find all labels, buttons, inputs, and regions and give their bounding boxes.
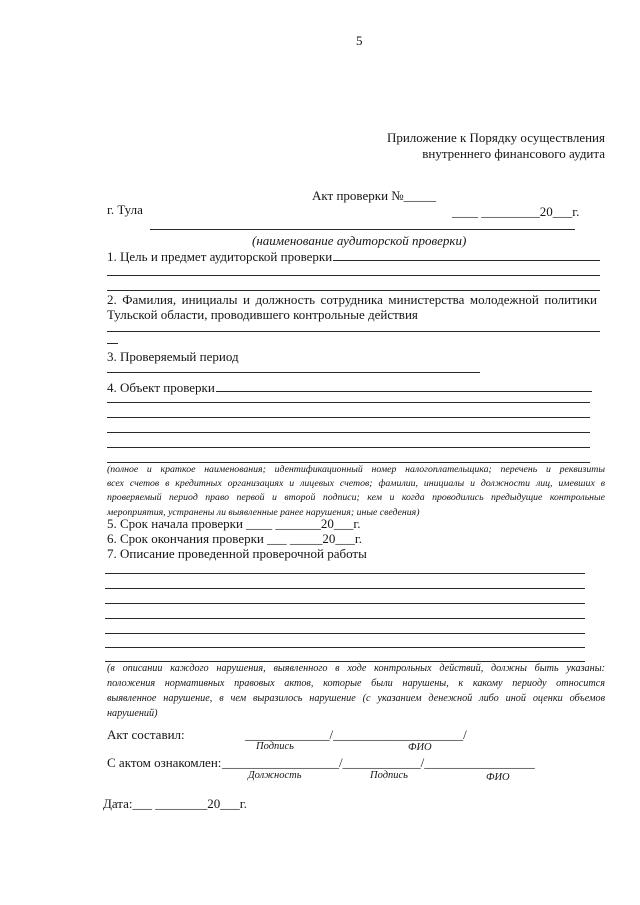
section-2-line-1: 2. Фамилия, инициалы и должность сотрудника министерства молодежной политики: [107, 292, 597, 307]
object-note-line: мероприятия, устранены ли выявленные ранее нарушения; иные сведения): [107, 506, 420, 518]
rule-line: [107, 417, 590, 418]
rule-line: [105, 618, 585, 619]
audit-name-line: [150, 229, 575, 230]
rule-line: [105, 647, 585, 648]
rule-line: [105, 588, 585, 589]
compiled-signature-caption: Подпись: [256, 741, 294, 752]
rule-line: [105, 573, 585, 574]
compiled-by-blanks: _____________/____________________/: [245, 727, 467, 742]
rule-line: [107, 402, 590, 403]
acquainted-blanks: __________________/____________/_________________: [222, 755, 535, 770]
violations-note-line: нарушений): [107, 708, 158, 719]
rule-line: [105, 633, 585, 634]
section-6: 6. Срок окончания проверки ___ _____20___г.: [107, 531, 362, 546]
city: г. Тула: [107, 202, 143, 217]
appendix-line-1: Приложение к Порядку осуществления: [386, 130, 605, 145]
object-note: [107, 463, 605, 520]
section-3-label: 3. Проверяемый период: [107, 349, 239, 364]
section-2-line-2: Тульской области, проводившего контрольные действия: [107, 307, 418, 322]
acquainted-name-caption: ФИО: [486, 772, 510, 783]
rule-line: [107, 343, 118, 344]
audit-name-caption: (наименование аудиторской проверки): [252, 233, 467, 248]
rule-line: [107, 447, 590, 448]
rule-line: [107, 331, 600, 332]
date-blank: ____ _________20___г.: [452, 204, 580, 219]
rule-line: [107, 372, 480, 373]
section-4-blank: [216, 380, 592, 392]
section-7-label: 7. Описание проведенной проверочной работы: [107, 546, 367, 561]
compiled-name-caption: ФИО: [408, 742, 432, 753]
rule-line: [107, 290, 600, 291]
appendix-line-2: внутреннего финансового аудита: [422, 146, 605, 161]
section-1-blank: [333, 249, 600, 261]
object-note-line: (полное и краткое наименования; идентификационный номер налогоплательщика; перечень и реквизиты: [107, 464, 605, 475]
violations-note-line: (в описании каждого нарушения, выявленного в ходе контрольных действий, должны быть указаны:: [107, 663, 605, 674]
act-title: Акт проверки №_____: [312, 188, 437, 203]
violations-note-line: положения нормативных правовых актов, которые были нарушены, к какому периоду относится: [107, 678, 605, 689]
object-note-line: всех счетов в кредитных организациях и лицевых счетов; фамилии, инициалы и должности лиц, имевших в: [107, 478, 605, 490]
section-1-label: 1. Цель и предмет аудиторской проверки: [107, 249, 333, 264]
violations-note: [107, 661, 605, 721]
rule-line: [107, 275, 600, 276]
date-line: Дата:___ ________20___г.: [103, 796, 247, 811]
section-4-label: 4. Объект проверки: [107, 380, 215, 395]
violations-note-line: выявленное нарушение, в чем выразилось нарушение (с указанием денежной либо иной оценки объемов: [107, 693, 605, 704]
acquainted-position-caption: Должность: [248, 770, 302, 781]
page-number: 5: [356, 33, 363, 48]
section-4: [107, 380, 592, 395]
rule-line: [105, 603, 585, 604]
acquainted-signature-caption: Подпись: [370, 770, 408, 781]
acquainted-label: С актом ознакомлен:: [107, 755, 222, 770]
section-5: 5. Срок начала проверки ____ _______20___г.: [107, 516, 361, 531]
rule-line: [107, 432, 590, 433]
section-1: [107, 249, 600, 264]
object-note-line: проверяемый период право первой и второй подписи; кем и когда проводились предыдущие контрольные: [107, 492, 605, 504]
compiled-by-label: Акт составил:: [107, 727, 185, 742]
